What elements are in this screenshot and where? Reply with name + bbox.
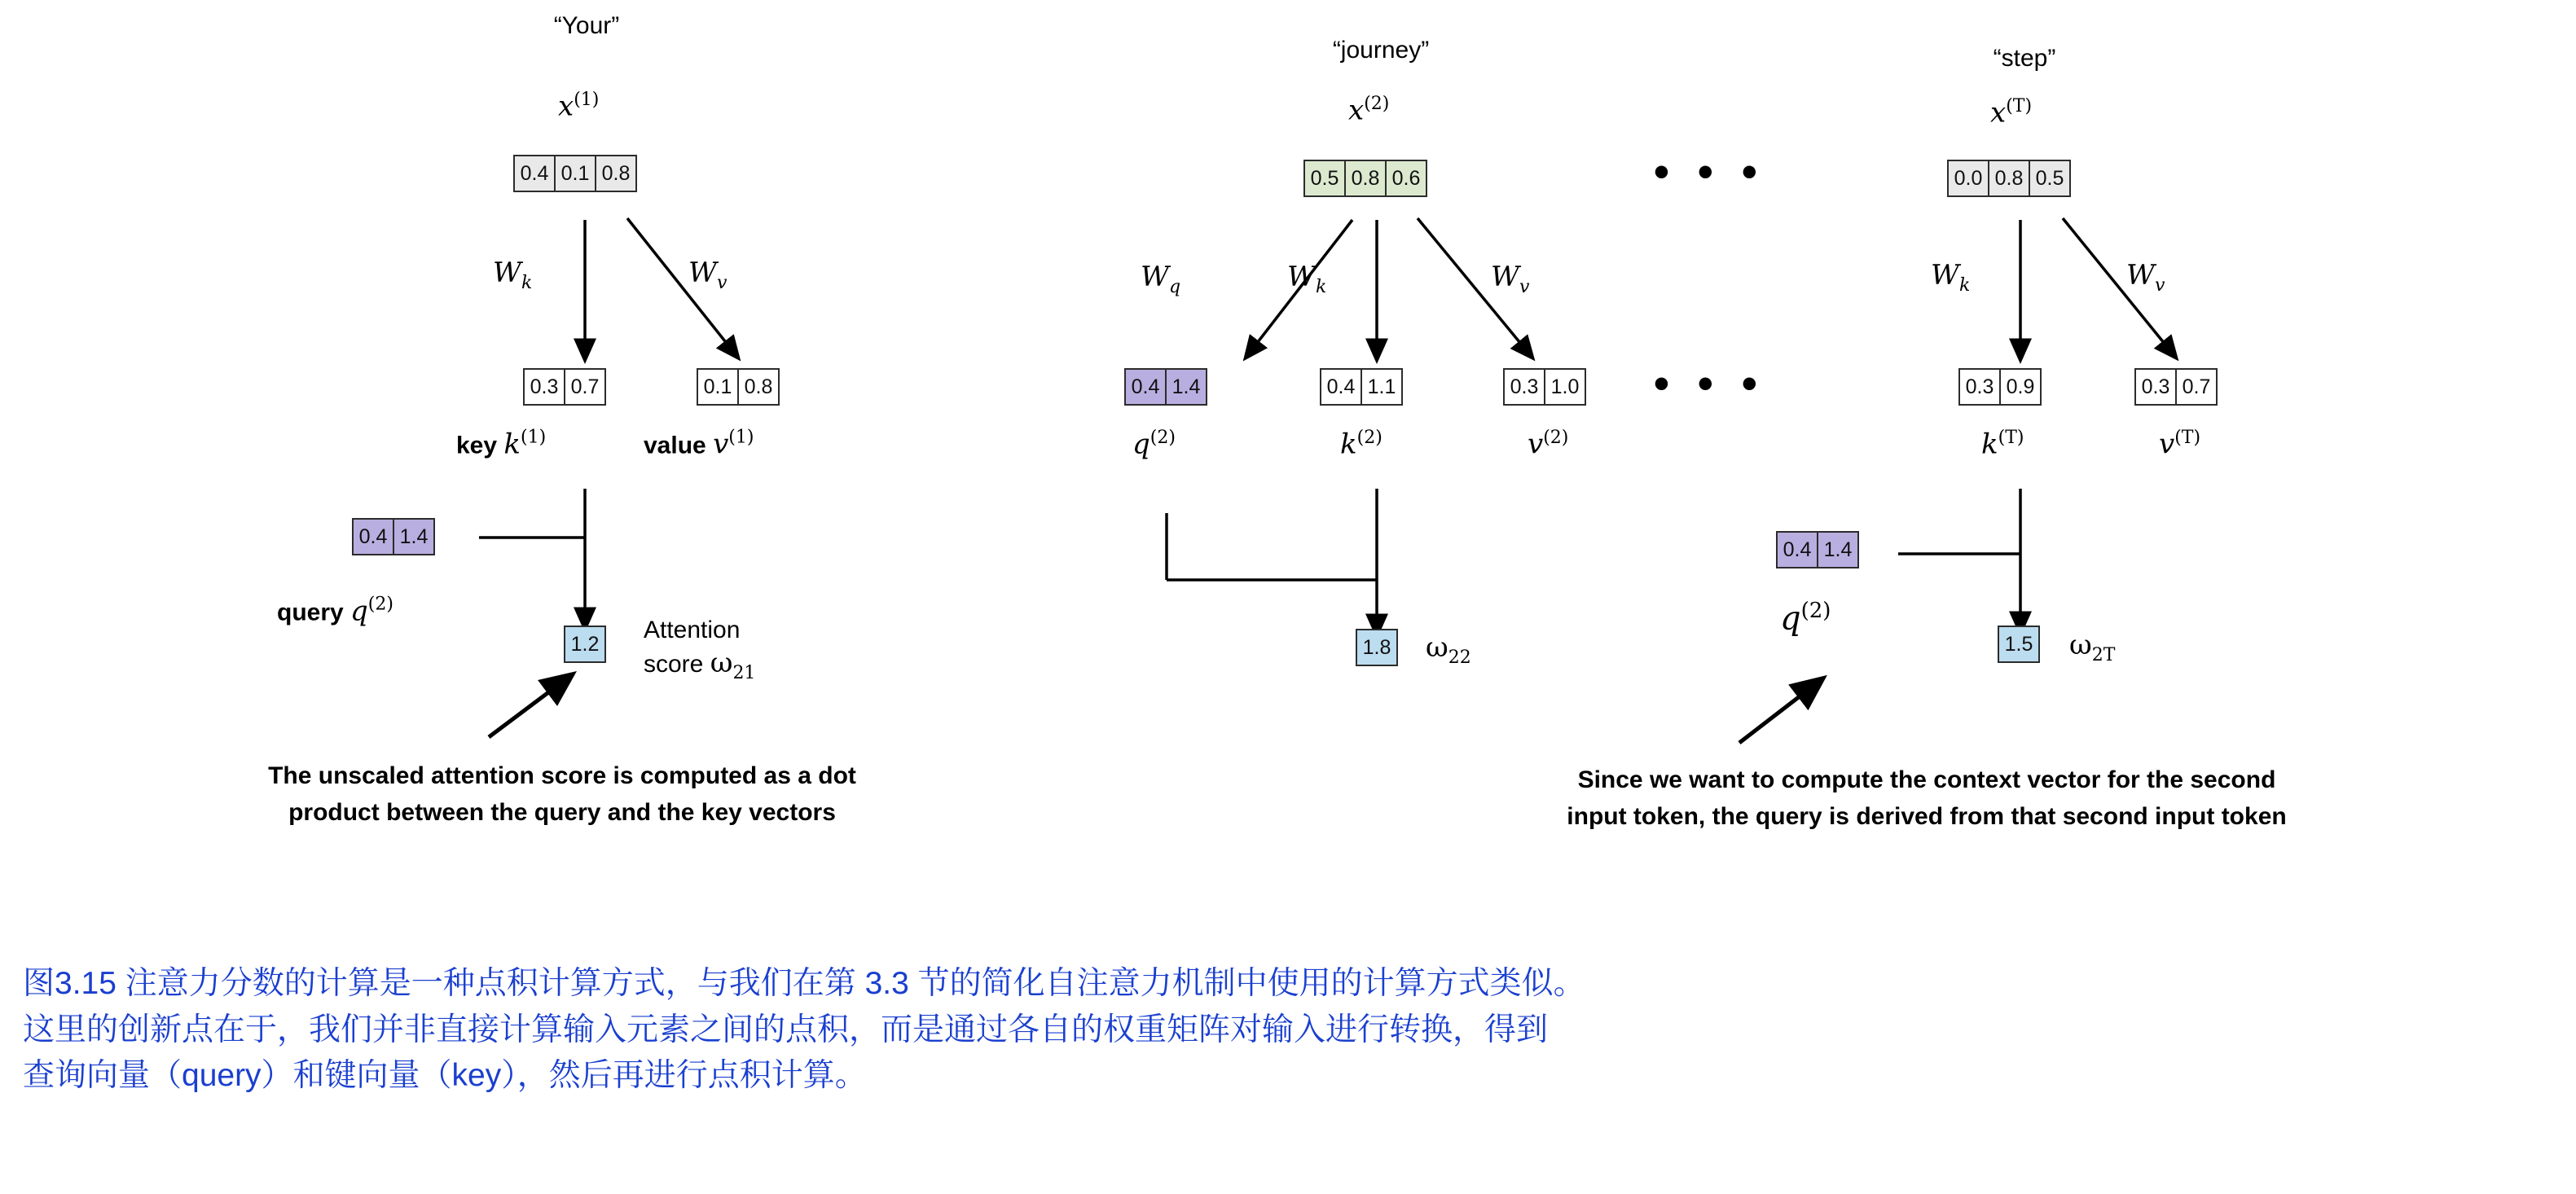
v2-cell-1: 1.0 [1544, 368, 1586, 406]
value-word: value [644, 432, 714, 459]
query-symbol-1: q [350, 595, 368, 628]
token-1-score-label [644, 615, 755, 684]
score-2-value: 1.8 [1356, 629, 1398, 666]
wv-sub-T: v [2154, 274, 2165, 296]
token-1-query-vector [352, 518, 433, 555]
key-sup-2: (2) [1356, 428, 1383, 448]
query-sup-T: (2) [1800, 599, 1831, 623]
token-2-score-cell [1356, 629, 1396, 666]
wv-symbol-1: W [688, 257, 717, 289]
key-word: key [456, 432, 504, 459]
xT-cell-2: 0.5 [2029, 160, 2071, 197]
token-T-score-cell [1998, 626, 2038, 663]
token-2-wq-label [1141, 261, 1180, 297]
caption-line-3: 查询向量（query）和键向量（key），然后再进行点积计算。 [23, 1058, 867, 1094]
key-symbol-1: k [503, 428, 521, 461]
wk-symbol-2: W [1287, 261, 1316, 293]
omega-symbol-T: ω [2069, 629, 2092, 661]
q1-cell-1: 1.4 [393, 518, 435, 555]
token-2-wk-label [1287, 261, 1326, 297]
token-T-wk-label [1931, 259, 1970, 296]
token-2-wv-label [1491, 261, 1529, 297]
wv-symbol-2: W [1491, 261, 1519, 293]
value-symbol-1: v [713, 428, 729, 461]
token-T-key-label [1981, 428, 2024, 460]
qT-cell-1: 1.4 [1817, 531, 1859, 568]
x-sup-T: (T) [2006, 96, 2033, 116]
token-2-key-vector [1320, 368, 1401, 406]
x2-cell-2: 0.6 [1385, 160, 1427, 197]
wk-symbol-1: W [493, 257, 521, 289]
token-1-wk-label [493, 257, 532, 293]
x-sup-2: (2) [1364, 94, 1390, 114]
token-1-x-label [558, 90, 599, 122]
token-T-value-vector [2134, 368, 2216, 406]
token-word-T: “step” [1993, 45, 2056, 72]
wv-sub-1: v [716, 272, 728, 293]
token-2-key-label [1340, 428, 1383, 460]
qT-cell-0: 0.4 [1776, 531, 1818, 568]
token-1-value-label [644, 428, 754, 460]
note-right-line2: input token, the query is derived from that second input token [1567, 803, 2287, 830]
note-right [1385, 762, 2468, 835]
wk-sub-T: k [1958, 274, 1971, 296]
value-symbol-T: v [2159, 428, 2175, 461]
value-sup-1: (1) [728, 428, 754, 448]
wv-sub-2: v [1519, 276, 1530, 297]
omega-sub-T: 2T [2091, 644, 2116, 665]
x1-cell-0: 0.4 [513, 155, 556, 192]
wq-symbol-2: W [1141, 261, 1169, 293]
token-T-key-vector [1958, 368, 2040, 406]
x-symbol-2: x [1348, 94, 1365, 127]
token-T-query-vector [1776, 531, 1857, 568]
query-sup-1: (2) [367, 595, 393, 615]
token-T-x-vector [1947, 160, 2069, 197]
omega-sub-1: 21 [732, 662, 756, 683]
token-2-value-label [1528, 428, 1568, 460]
note-left [98, 757, 1026, 831]
token-1-key-vector [523, 368, 604, 406]
k2-cell-0: 0.4 [1320, 368, 1362, 406]
token-2-x-vector [1303, 160, 1426, 197]
token-2-query-label [1132, 428, 1176, 460]
token-1-value-vector [697, 368, 778, 406]
token-2-value-vector [1503, 368, 1585, 406]
k2-cell-1: 1.1 [1361, 368, 1403, 406]
note-left-line1: The unscaled attention score is computed as a dot [268, 762, 856, 789]
caption-line-2: 这里的创新点在于，我们并非直接计算输入元素之间的点积，而是通过各自的权重矩阵对输入进行转换，得到 [23, 1012, 1549, 1047]
x1-cell-1: 0.1 [554, 155, 596, 192]
xT-cell-1: 0.8 [1988, 160, 2030, 197]
query-word: query [277, 599, 351, 626]
vT-cell-1: 0.7 [2175, 368, 2218, 406]
k1-cell-0: 0.3 [523, 368, 565, 406]
token-1-key-label [456, 428, 546, 460]
wq-sub-2: q [1168, 276, 1181, 297]
query-sup-2: (2) [1150, 428, 1176, 448]
ellipsis-top: • • • [1654, 147, 1765, 196]
key-sup-1: (1) [521, 428, 547, 448]
q1-cell-0: 0.4 [352, 518, 394, 555]
key-symbol-T: k [1981, 428, 1998, 461]
token-word-1: “Your” [553, 12, 620, 39]
token-1-wv-label [688, 257, 727, 293]
x1-cell-2: 0.8 [595, 155, 637, 192]
token-1-x-vector [513, 155, 635, 192]
x2-cell-1: 0.8 [1344, 160, 1387, 197]
xT-cell-0: 0.0 [1947, 160, 1989, 197]
v1-cell-0: 0.1 [697, 368, 739, 406]
query-symbol-T: q [1780, 599, 1801, 638]
k1-cell-1: 0.7 [564, 368, 606, 406]
vT-cell-0: 0.3 [2134, 368, 2177, 406]
figure-caption [23, 961, 2556, 1100]
omega-symbol-1: ω [710, 646, 733, 679]
x2-cell-0: 0.5 [1303, 160, 1346, 197]
wk-symbol-T: W [1931, 259, 1959, 292]
note-right-line1: Since we want to compute the context vector for the second [1577, 766, 2276, 793]
query-symbol-2: q [1132, 428, 1150, 461]
value-sup-T: (T) [2174, 428, 2201, 448]
token-word-2: “journey” [1332, 37, 1430, 64]
token-T-x-label [1990, 96, 2032, 129]
q2-cell-0: 0.4 [1124, 368, 1167, 406]
caption-line-1: 图3.15 注意力分数的计算是一种点积计算方式，与我们在第 3.3 节的简化自注意力机制中使用的计算方式类似。 [23, 966, 1585, 1001]
v1-cell-1: 0.8 [737, 368, 780, 406]
wk-sub-1: k [521, 272, 533, 293]
omega-sub-2: 22 [1448, 647, 1471, 668]
token-T-wv-label [2126, 259, 2165, 296]
kT-cell-1: 0.9 [1999, 368, 2042, 406]
score-label-line2: score [644, 650, 710, 678]
value-symbol-2: v [1528, 428, 1544, 461]
token-1-query-label [277, 595, 393, 627]
omega-symbol-2: ω [1426, 631, 1448, 664]
key-symbol-2: k [1340, 428, 1357, 461]
score-label-line1: Attention [644, 617, 741, 643]
token-T-score-label [2069, 629, 2115, 665]
score-1-value: 1.2 [564, 626, 606, 663]
kT-cell-0: 0.3 [1958, 368, 2001, 406]
x-sup-1: (1) [574, 90, 600, 110]
score-T-value: 1.5 [1998, 626, 2040, 663]
value-sup-2: (2) [1543, 428, 1569, 448]
token-2-query-vector [1124, 368, 1206, 406]
q2-cell-1: 1.4 [1165, 368, 1207, 406]
key-sup-T: (T) [1998, 428, 2024, 448]
note-left-line2: product between the query and the key vectors [288, 799, 836, 826]
x-symbol-1: x [558, 90, 574, 123]
wv-symbol-T: W [2126, 259, 2155, 292]
token-T-query-label [1780, 599, 1831, 637]
v2-cell-0: 0.3 [1503, 368, 1545, 406]
wk-sub-2: k [1315, 276, 1327, 297]
token-2-x-label [1348, 94, 1389, 126]
x-symbol-T: x [1990, 96, 2007, 129]
ellipsis-middle: • • • [1654, 359, 1765, 408]
token-1-score-cell [564, 626, 604, 663]
token-2-score-label [1426, 631, 1471, 668]
token-T-value-label [2159, 428, 2200, 460]
